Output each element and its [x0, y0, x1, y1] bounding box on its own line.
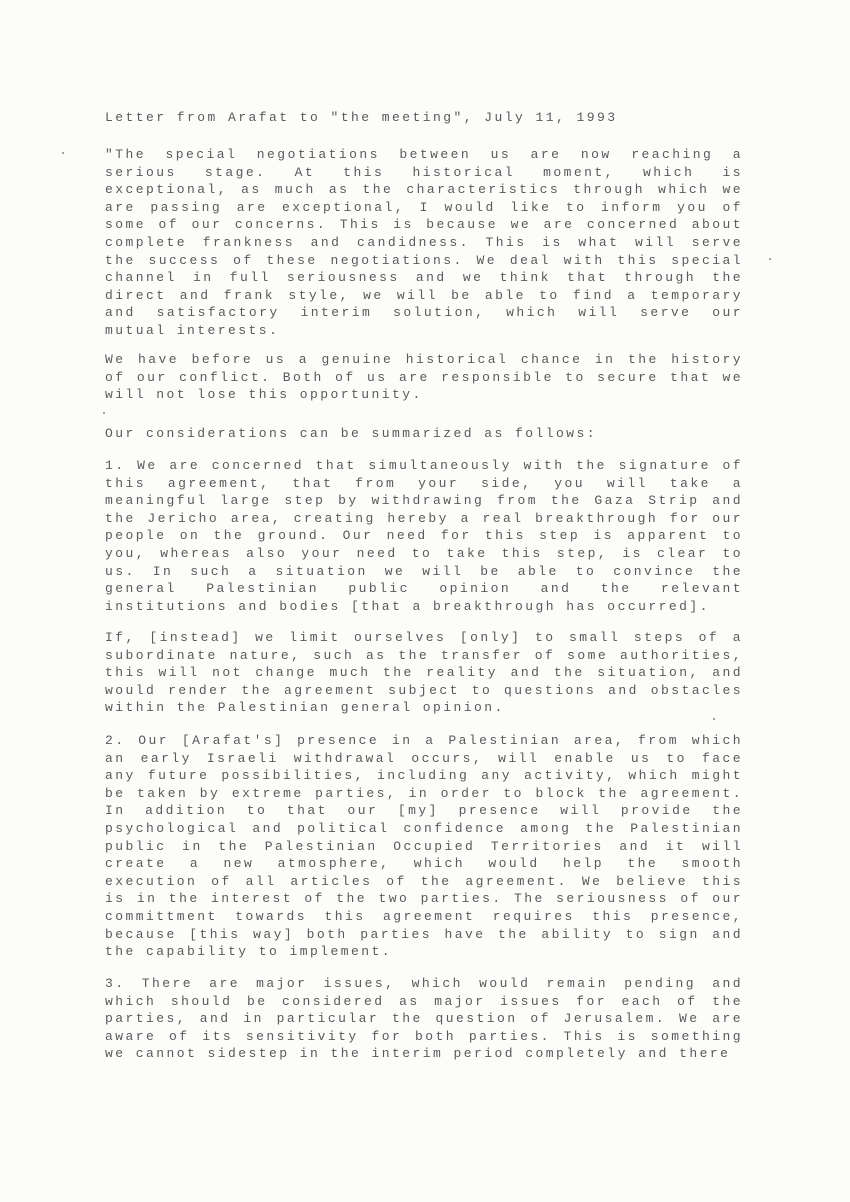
text-line: some of our concerns. This is because we are concerned about: [105, 217, 743, 233]
text-line: 3. There are major issues, which would remain pending and: [105, 976, 743, 991]
text-line: In addition to that our [my] presence will provide the: [105, 803, 743, 819]
text-line: because [this way] both parties have the ability to sign and: [105, 926, 743, 942]
text-line: the Jericho area, creating hereby a real breakthrough for our: [105, 510, 743, 526]
text-line: parties, and in particular the question of Jerusalem. We are: [105, 1011, 743, 1027]
paragraph-point-1: [105, 457, 743, 615]
text-line: exceptional, as much as the characteristics through which we: [105, 182, 743, 198]
text-line: mutual interests.: [105, 322, 280, 338]
text-line: "The special negotiations between us are now reaching a: [105, 147, 743, 162]
text-line: create a new atmosphere, which would help the smooth: [105, 856, 743, 872]
text-line: psychological and political confidence among the Palestinian: [105, 820, 743, 836]
scan-speck: [713, 718, 715, 720]
text-line: is in the interest of the two parties. The seriousness of our: [105, 891, 743, 907]
paragraph-considerations-heading: [105, 425, 743, 443]
text-line: Our considerations can be summarized as follows:: [105, 426, 598, 441]
text-line: of our conflict. Both of us are responsible to secure that we: [105, 369, 743, 385]
text-line: will not lose this opportunity.: [105, 387, 423, 403]
text-line: institutions and bodies [that a breakthrough has occurred].: [105, 598, 710, 614]
paragraph-point-2: [105, 732, 743, 961]
text-line: serious stage. At this historical moment, which is: [105, 164, 743, 180]
text-line: any future possibilities, including any activity, which might: [105, 768, 743, 784]
text-line: the success of these negotiations. We deal with this special: [105, 252, 743, 268]
text-line: channel in full seriousness and we think that through the: [105, 270, 743, 286]
text-line: complete frankness and candidness. This is what will serve: [105, 234, 743, 250]
text-line: are passing are exceptional, I would like to inform you of: [105, 199, 743, 215]
text-line: public in the Palestinian Occupied Territories and it will: [105, 838, 743, 854]
text-line: We have before us a genuine historical chance in the history: [105, 352, 743, 367]
text-line: meaningful large step by withdrawing from the Gaza Strip and: [105, 493, 743, 509]
paragraph-historical-chance: [105, 351, 743, 404]
text-line: within the Palestinian general opinion.: [105, 700, 505, 716]
text-line: the capability to implement.: [105, 944, 393, 960]
paragraph-intro: [105, 146, 743, 340]
text-line: be taken by extreme parties, in order to block the agreement.: [105, 785, 743, 801]
text-line: people on the ground. Our need for this step is apparent to: [105, 528, 743, 544]
text-line: this agreement, that from your side, you will take a: [105, 475, 743, 491]
text-line: would render the agreement subject to questions and obstacles: [105, 682, 743, 698]
text-line: and satisfactory interim solution, which will serve our: [105, 305, 743, 321]
text-line: which should be considered as major issues for each of the: [105, 993, 743, 1009]
title-line: Letter from Arafat to "the meeting", July 11, 1993: [105, 110, 618, 125]
text-line: execution of all articles of the agreement. We believe this: [105, 873, 743, 889]
scan-speck: [103, 412, 105, 414]
text-line: aware of its sensitivity for both parties. This is something: [105, 1028, 743, 1044]
text-line: 2. Our [Arafat's] presence in a Palestinian area, from which: [105, 733, 743, 748]
text-line: 1. We are concerned that simultaneously with the signature of: [105, 458, 743, 473]
text-line: this will not change much the reality and the situation, and: [105, 665, 743, 681]
text-line: committment towards this agreement requires this presence,: [105, 908, 743, 924]
scan-speck: [769, 258, 771, 260]
text-line: you, whereas also your need to take this step, is clear to: [105, 545, 743, 561]
text-line: subordinate nature, such as the transfer of some authorities,: [105, 647, 743, 663]
scan-speck: [62, 152, 64, 154]
text-line: general Palestinian public opinion and the relevant: [105, 581, 743, 597]
paragraph-point-3: [105, 975, 743, 1063]
text-line: direct and frank style, we will be able to find a temporary: [105, 287, 743, 303]
text-line: If, [instead] we limit ourselves [only] to small steps of a: [105, 630, 743, 645]
paragraph-point-1-continued: [105, 629, 743, 717]
text-line: we cannot sidestep in the interim period completely and there: [105, 1046, 731, 1062]
text-line: us. In such a situation we will be able to convince the: [105, 563, 743, 579]
document-title: [105, 109, 743, 127]
text-line: an early Israeli withdrawal occurs, will enable us to face: [105, 750, 743, 766]
